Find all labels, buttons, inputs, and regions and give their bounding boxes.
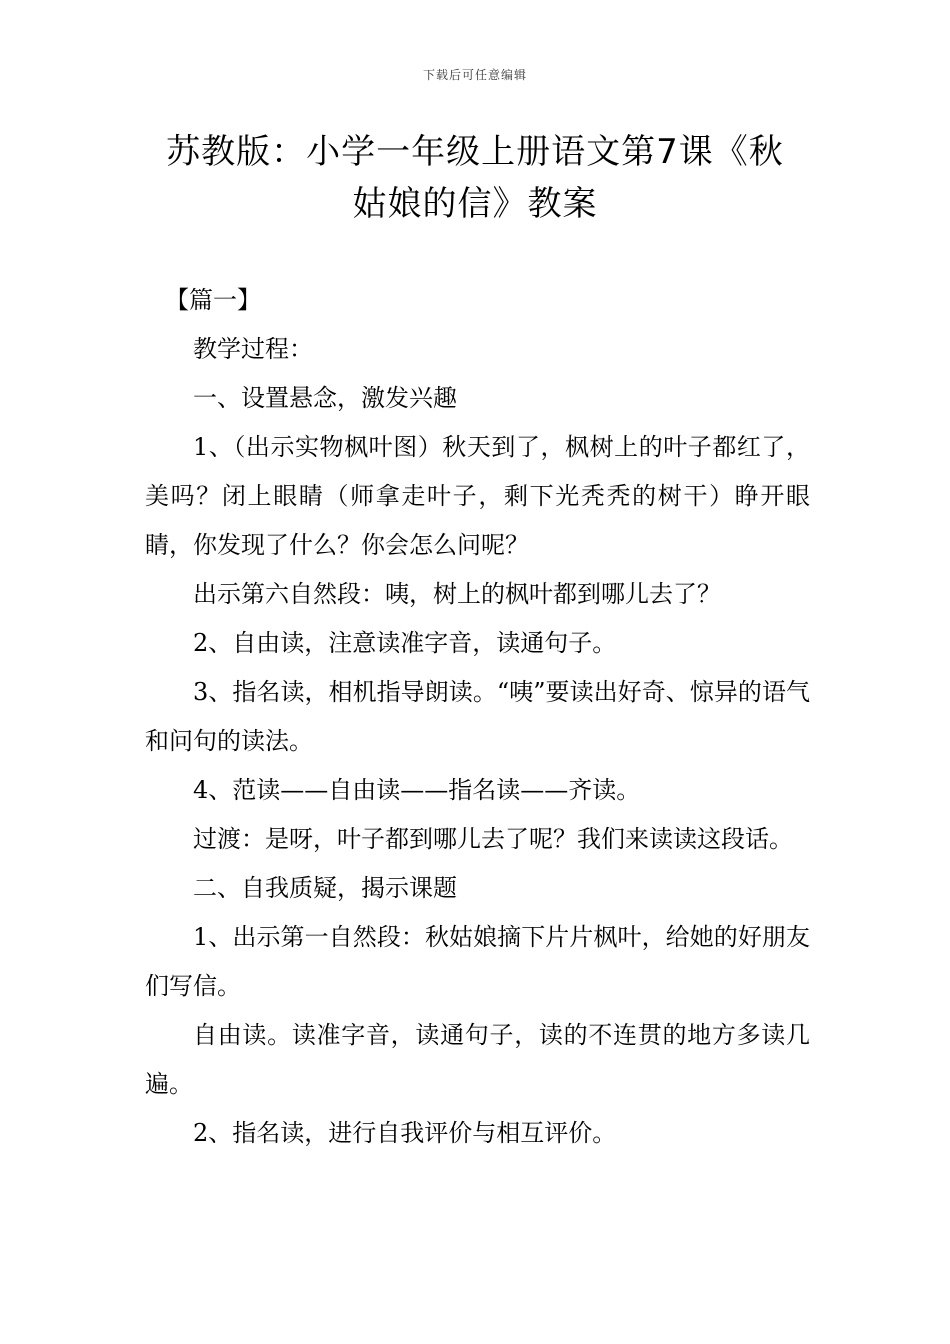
title-line-2: 姑娘的信》教案 bbox=[352, 184, 598, 224]
paragraph: 3、指名读，相机指导朗读。“咦”要读出好奇、惊异的语气和问句的读法。 bbox=[145, 678, 810, 755]
header-note: 下载后可任意编辑 bbox=[422, 68, 527, 82]
paragraph: 自由读。读准字音，读通句子，读的不连贯的地方多读几遍。 bbox=[145, 1021, 810, 1098]
paragraph: 过渡：是呀，叶子都到哪儿去了呢？我们来读读这段话。 bbox=[193, 825, 793, 853]
paragraph: 1、出示第一自然段：秋姑娘摘下片片枫叶，给她的好朋友们写信。 bbox=[145, 923, 810, 1000]
document-title bbox=[130, 126, 820, 230]
paragraph: 1、（出示实物枫叶图）秋天到了，枫树上的叶子都红了，美吗？闭上眼睛（师拿走叶子，剩下光秃秃的树干）睁开眼睛，你发现了什么？你会怎么问呢？ bbox=[145, 433, 810, 559]
paragraph: 2、自由读，注意读准字音，读通句子。 bbox=[193, 629, 617, 657]
paragraph: 教学过程： bbox=[193, 335, 313, 363]
paragraph: 2、指名读，进行自我评价与相互评价。 bbox=[193, 1119, 617, 1147]
title-line-1: 苏教版：小学一年级上册语文第7课《秋 bbox=[166, 132, 784, 172]
paragraph: 4、范读——自由读——指名读——齐读。 bbox=[193, 776, 641, 804]
paragraph: 二、自我质疑，揭示课题 bbox=[193, 874, 457, 902]
paragraph: 一、设置悬念，激发兴趣 bbox=[193, 384, 457, 412]
paragraph: 出示第六自然段：咦，树上的枫叶都到哪儿去了？ bbox=[193, 580, 721, 608]
section-marker: 【篇一】 bbox=[165, 286, 261, 314]
document-body bbox=[145, 276, 810, 1158]
